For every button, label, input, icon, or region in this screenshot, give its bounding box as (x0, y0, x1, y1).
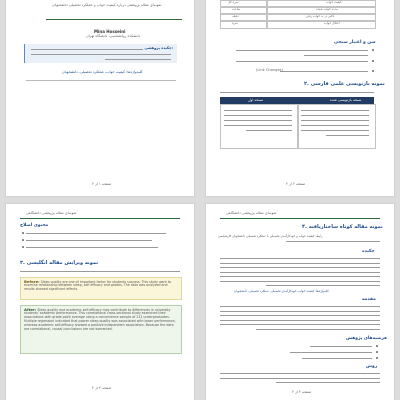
table-cell-text: مدت خواب شبانه (316, 7, 338, 11)
paragraph-line (220, 320, 380, 321)
bullet-icon (372, 60, 374, 62)
bullet-text-line (310, 346, 372, 347)
method-heading: روش (366, 364, 378, 369)
paragraph-line (220, 378, 380, 379)
cell-text-line (301, 115, 369, 116)
page-footer: صفحه ۱ از ۴ (92, 182, 112, 186)
section-heading: ۳. نمونه ویرایش مقاله انگلیسی (20, 260, 99, 266)
comparison-header-right: نسخه بازنویسی شده (330, 98, 362, 102)
bullet-text-line (304, 55, 368, 56)
document-page-3 (6, 204, 194, 400)
paragraph-line (220, 276, 380, 277)
bullet-note: (Link Changes) (256, 68, 283, 72)
paragraph-line (220, 373, 380, 374)
paragraph-line (220, 267, 380, 268)
divider (26, 80, 176, 81)
table-cell-text: کیفیت خواب (326, 0, 342, 4)
affiliation: دانشکده روانشناسی، دانشگاه تهران (86, 34, 141, 38)
author-name: Mina Hosseini (94, 29, 126, 34)
paragraph-line (220, 281, 380, 282)
cell-text-line (224, 125, 292, 126)
table-cell (220, 20, 268, 29)
bullet-icon (372, 49, 374, 51)
cell-text-line (224, 120, 292, 121)
bullet-text-line (290, 352, 372, 353)
before-label: Before: (24, 278, 40, 284)
header-rule (20, 218, 180, 219)
abstract-box (24, 44, 177, 63)
page-header: نمونه‌ای مقاله پژوهشی دانشگاهی (26, 211, 77, 215)
after-paragraph (24, 308, 178, 332)
paragraph-line (220, 315, 380, 316)
document-page-1 (6, 0, 194, 196)
cell-text-line (301, 130, 369, 131)
page-header: نمونه‌ای مقاله پژوهشی درباره کیفیت خواب و عملکرد تحصیلی دانشجویان (52, 3, 162, 7)
table-cell-text: نمره کل (228, 0, 239, 4)
bullet-icon (22, 246, 24, 248)
after-label: After: (24, 306, 37, 312)
keywords: کلیدواژه‌ها: کیفیت خواب، عملکرد تحصیلی، دانشجویان (62, 70, 143, 74)
abstract-label: چکیده پژوهشی: (144, 46, 173, 50)
section-heading: سن و اعتبار سنجی (334, 40, 376, 45)
intro-heading: مقدمه (362, 297, 376, 302)
cell-text-line (301, 125, 369, 126)
paragraph-line (220, 324, 380, 325)
document-page-4 (206, 204, 394, 400)
comparison-header-left: نسخه اول (248, 98, 263, 102)
paragraph-line (286, 241, 380, 242)
table-cell-text: ساعت (232, 7, 241, 11)
comparison-cell-left (220, 104, 299, 149)
before-box (20, 277, 182, 300)
abstract-text-line (105, 59, 171, 60)
abstract-text-line (31, 49, 143, 50)
section-heading: ۲. نمونه بازنویسی علمی فارسی (304, 81, 385, 87)
keywords: کلیدواژه‌ها: کیفیت خواب، خودکارآمدی تحصیلی، عملکرد تحصیلی، دانشجویان (234, 289, 329, 293)
bullet-text-line (236, 61, 368, 62)
paragraph-line (220, 263, 380, 264)
cell-text-line (301, 110, 369, 111)
page-footer: صفحه ۳ از ۴ (92, 386, 112, 390)
after-text: Sleep quality and academic self-efficacy may contribute to differences in university students' academic performance. This correlational cross-sectional study examined their associations with grade point average using a convenience sample of 212 undergraduates. Multiple regression indicated that poorer sleep quality was associated with lower performance, whereas academic self-efficacy showed a positive independent association. Because the data are correlational, causal conclusions are not warranted. (24, 307, 176, 332)
bullet-text-line (280, 71, 368, 72)
bullet-text-line (236, 50, 368, 51)
bullet-icon (376, 357, 378, 359)
paragraph-line (220, 311, 380, 312)
table-cell (266, 20, 376, 29)
paragraph-line (266, 285, 380, 286)
header-rule (220, 218, 380, 219)
cell-text-line (224, 115, 292, 116)
cell-text-line (301, 120, 369, 121)
table-cell-text: نمره (232, 21, 238, 25)
after-box (20, 305, 182, 354)
paragraph-line (220, 258, 380, 259)
table-cell-text: دقیقه (232, 14, 239, 18)
header-rule (46, 19, 182, 20)
bullet-icon (376, 351, 378, 353)
paragraph-line (220, 92, 374, 93)
bullet-text-line (26, 240, 152, 241)
bullet-icon (376, 345, 378, 347)
paragraph-line (220, 272, 380, 273)
article-title: رابطه کیفیت خواب و خودکارآمدی تحصیلی با عملکرد تحصیلی دانشجویان کارشناسی (218, 234, 323, 238)
paragraph-line (220, 306, 380, 307)
document-page-2 (206, 0, 394, 196)
paragraph-line (256, 329, 380, 330)
page-header: نمونه‌ای مقاله پژوهشی دانشگاهی (226, 211, 277, 215)
before-text: Sleep quality are one of important factor for students success. This study want to examine relationship between sleep, self efficacy and grades. The data was analyzed and results showed significant effects. (24, 279, 171, 292)
section-heading: محتوی اصلاح (20, 223, 49, 228)
page-footer: صفحه ۲ از ۴ (286, 182, 306, 186)
bullet-text-line (26, 233, 166, 234)
comparison-table-header (220, 97, 374, 104)
abstract-text-line (31, 54, 171, 55)
bullet-icon (22, 232, 24, 234)
bullet-text-line (26, 247, 158, 248)
table-cell-text: تأخیر در به خواب رفتن (306, 14, 335, 18)
paragraph-line (20, 271, 180, 272)
hypotheses-heading: فرضیه‌های پژوهش (346, 336, 387, 341)
page-footer: صفحه ۴ از ۴ (292, 390, 312, 394)
bullet-icon (372, 70, 374, 72)
bullet-text-line (302, 358, 372, 359)
comparison-cell-right (297, 104, 376, 149)
table-cell-text: اختلال خواب (324, 21, 340, 25)
section-heading: ۴. نمونه مقاله کوتاه ساختاریافته (302, 224, 383, 230)
paragraph-line (276, 382, 380, 383)
cell-text-line (246, 130, 292, 131)
bullet-icon (22, 239, 24, 241)
abstract-heading: چکیده (362, 249, 375, 254)
cell-text-line (224, 110, 292, 111)
cell-text-line (326, 135, 369, 136)
before-paragraph (24, 280, 178, 293)
